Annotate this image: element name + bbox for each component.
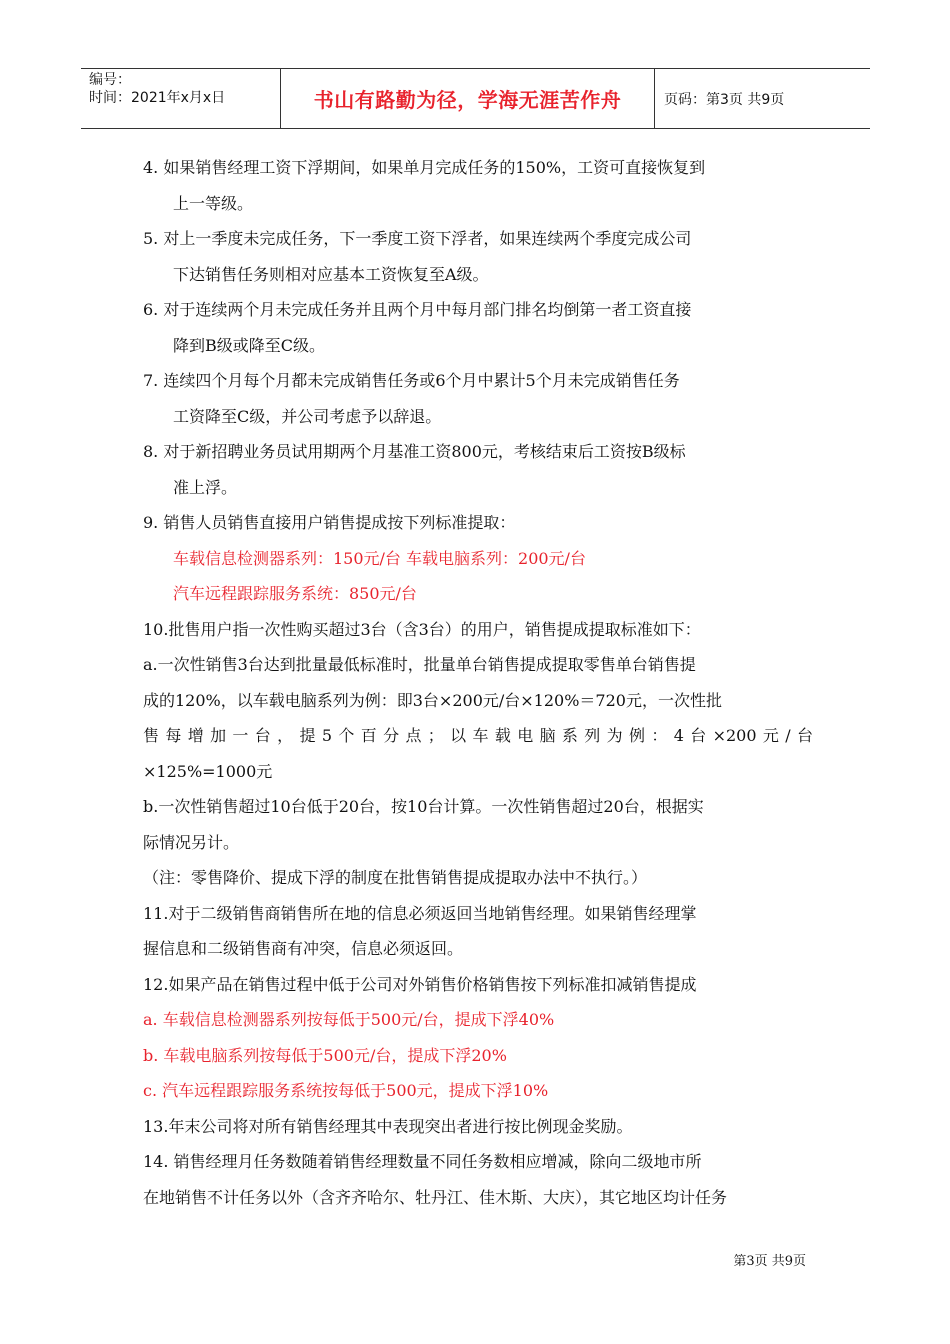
body-line: 4. 如果销售经理工资下浮期间，如果单月完成任务的150%，工资可直接恢复到 <box>143 158 706 177</box>
body-line: ×125%=1000元 <box>143 761 273 781</box>
header-meta <box>81 69 281 128</box>
body-line: 下达销售任务则相对应基本工资恢复至A级。 <box>173 264 489 284</box>
body-line: 9. 销售人员销售直接用户销售提成按下列标准提取： <box>143 513 516 532</box>
body-line: c. 汽车远程跟踪服务系统按每低于500元，提成下浮10% <box>143 1081 549 1100</box>
body-line: 售每增加一台，提5个百分点；以车载电脑系列为例：4台×200元/台 <box>143 726 813 745</box>
body-line: （注：零售降价、提成下浮的制度在批售销售提成提取办法中不执行。） <box>143 868 648 887</box>
document-date-label: 时间：2021年x月x日 <box>89 90 226 106</box>
body-line: 汽车远程跟踪服务系统：850元/台 <box>173 584 417 603</box>
body-line: 6. 对于连续两个月未完成任务并且两个月中每月部门排名均倒第一者工资直接 <box>143 300 692 319</box>
header-motto: 书山有路勤为径，学海无涯苦作舟 <box>281 69 655 128</box>
body-line: 握信息和二级销售商有冲突，信息必须返回。 <box>143 939 464 958</box>
body-line: 车载信息检测器系列：150元/台 车载电脑系列：200元/台 <box>173 548 586 568</box>
body-line: 5. 对上一季度未完成任务，下一季度工资下浮者，如果连续两个季度完成公司 <box>143 229 692 248</box>
document-number-label: 编号： <box>89 72 131 88</box>
document-body <box>143 150 813 1215</box>
body-line: 在地销售不计任务以外（含齐齐哈尔、牡丹江、佳木斯、大庆），其它地区均计任务 <box>143 1187 728 1207</box>
body-line: 际情况另计。 <box>143 832 240 852</box>
body-line: a.一次性销售3台达到批量最低标准时，批量单台销售提成提取零售单台销售提 <box>143 655 696 674</box>
body-line: 7. 连续四个月每个月都未完成销售任务或6个月中累计5个月未完成销售任务 <box>143 371 680 390</box>
page-header <box>81 68 870 129</box>
body-line: 上一等级。 <box>173 193 254 213</box>
body-line: 14. 销售经理月任务数随着销售经理数量不同任务数相应增减，除向二级地市所 <box>143 1152 702 1171</box>
body-line: a. 车载信息检测器系列按每低于500元/台，提成下浮40% <box>143 1010 555 1029</box>
body-line: 11.对于二级销售商销售所在地的信息必须返回当地销售经理。如果销售经理掌 <box>143 903 697 923</box>
body-line: 降到B级或降至C级。 <box>173 335 326 355</box>
body-line: b. 车载电脑系列按每低于500元/台，提成下浮20% <box>143 1045 507 1065</box>
body-line: 工资降至C级，并公司考虑予以辞退。 <box>173 406 442 426</box>
body-line: 13.年末公司将对所有销售经理其中表现突出者进行按比例现金奖励。 <box>143 1116 633 1136</box>
body-line: 10.批售用户指一次性购买超过3台（含3台）的用户，销售提成提取标准如下： <box>143 619 701 639</box>
body-line: 准上浮。 <box>173 477 238 497</box>
header-page-number: 页码：第3页 共9页 <box>664 91 785 108</box>
body-line: 8. 对于新招聘业务员试用期两个月基准工资800元，考核结束后工资按B级标 <box>143 442 686 461</box>
body-line: 成的120%，以车载电脑系列为例：即3台×200元/台×120%＝720元，一次性批 <box>143 690 722 710</box>
body-line: b.一次性销售超过10台低于20台，按10台计算。一次性销售超过20台，根据实 <box>143 797 704 816</box>
footer-page-number: 第3页 共9页 <box>733 1254 806 1269</box>
body-line: 12.如果产品在销售过程中低于公司对外销售价格销售按下列标准扣减销售提成 <box>143 974 697 994</box>
